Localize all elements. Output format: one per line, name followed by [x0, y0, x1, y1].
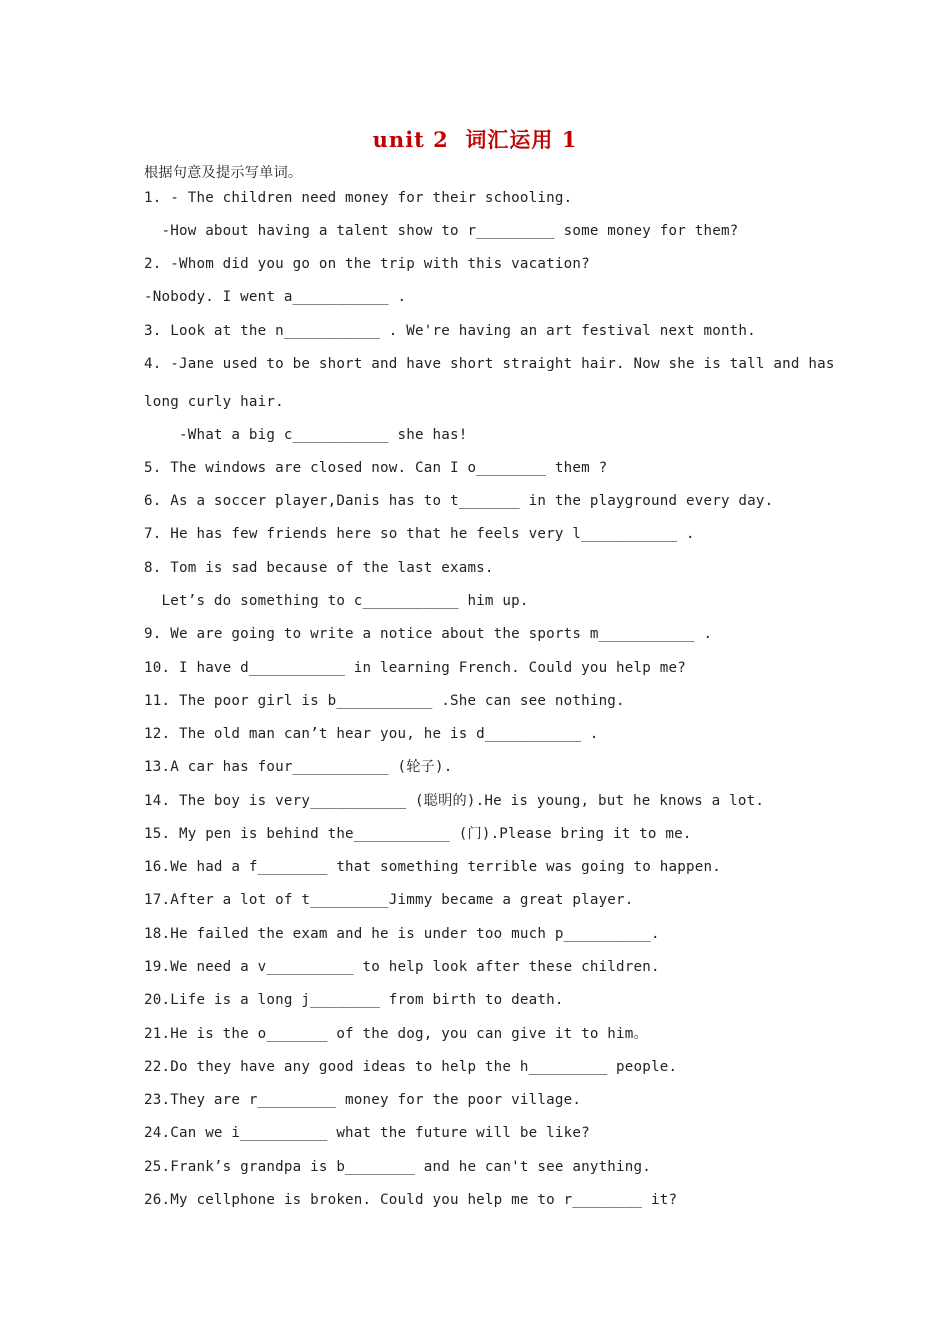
question-line: 21.He is the o_______ of the dog, you can give it to him。	[144, 1026, 648, 1042]
question-line: 13.A car has four___________ (轮子).	[144, 759, 453, 775]
question-line: 18.He failed the exam and he is under too much p__________.	[144, 926, 660, 942]
question-line: 5. The windows are closed now. Can I o________ them ?	[144, 460, 608, 476]
question-line: 1. - The children need money for their schooling.	[144, 190, 573, 206]
instruction: 根据句意及提示写单词。	[144, 165, 303, 181]
question-line: -What a big c___________ she has!	[144, 427, 468, 443]
question-line: 9. We are going to write a notice about the sports m___________ .	[144, 626, 713, 642]
question-line: 15. My pen is behind the___________ (门).Please bring it to me.	[144, 826, 692, 842]
question-line: 7. He has few friends here so that he feels very l___________ .	[144, 526, 695, 542]
question-line: 2. -Whom did you go on the trip with this vacation?	[144, 256, 590, 272]
question-line: 8. Tom is sad because of the last exams.	[144, 560, 494, 576]
question-line: Let’s do something to c___________ him up.	[144, 593, 529, 609]
question-line: 3. Look at the n___________ . We're having an art festival next month.	[144, 323, 756, 339]
question-line: 4. -Jane used to be short and have short straight hair. Now she is tall and has	[144, 356, 835, 372]
question-line: -How about having a talent show to r_________ some money for them?	[144, 223, 739, 239]
question-line: 24.Can we i__________ what the future will be like?	[144, 1125, 590, 1141]
question-line: 6. As a soccer player,Danis has to t_______ in the playground every day.	[144, 493, 774, 509]
question-line: 12. The old man can’t hear you, he is d___________ .	[144, 726, 599, 742]
question-line: 17.After a lot of t_________Jimmy became a great player.	[144, 892, 634, 908]
question-line: 25.Frank’s grandpa is b________ and he can't see anything.	[144, 1159, 652, 1175]
question-line: long curly hair.	[144, 394, 284, 410]
question-line: 14. The boy is very___________ (聪明的).He is young, but he knows a lot.	[144, 793, 765, 809]
page-title: unit 2 词汇运用 1	[372, 127, 578, 152]
question-line: 19.We need a v__________ to help look after these children.	[144, 959, 660, 975]
question-line: 22.Do they have any good ideas to help the h_________ people.	[144, 1059, 678, 1075]
question-line: 11. The poor girl is b___________ .She can see nothing.	[144, 693, 625, 709]
question-line: 16.We had a f________ that something terrible was going to happen.	[144, 859, 721, 875]
question-line: -Nobody. I went a___________ .	[144, 289, 407, 305]
question-line: 26.My cellphone is broken. Could you help me to r________ it?	[144, 1192, 678, 1208]
question-line: 10. I have d___________ in learning French. Could you help me?	[144, 660, 686, 676]
question-line: 20.Life is a long j________ from birth to death.	[144, 992, 564, 1008]
question-line: 23.They are r_________ money for the poor village.	[144, 1092, 582, 1108]
